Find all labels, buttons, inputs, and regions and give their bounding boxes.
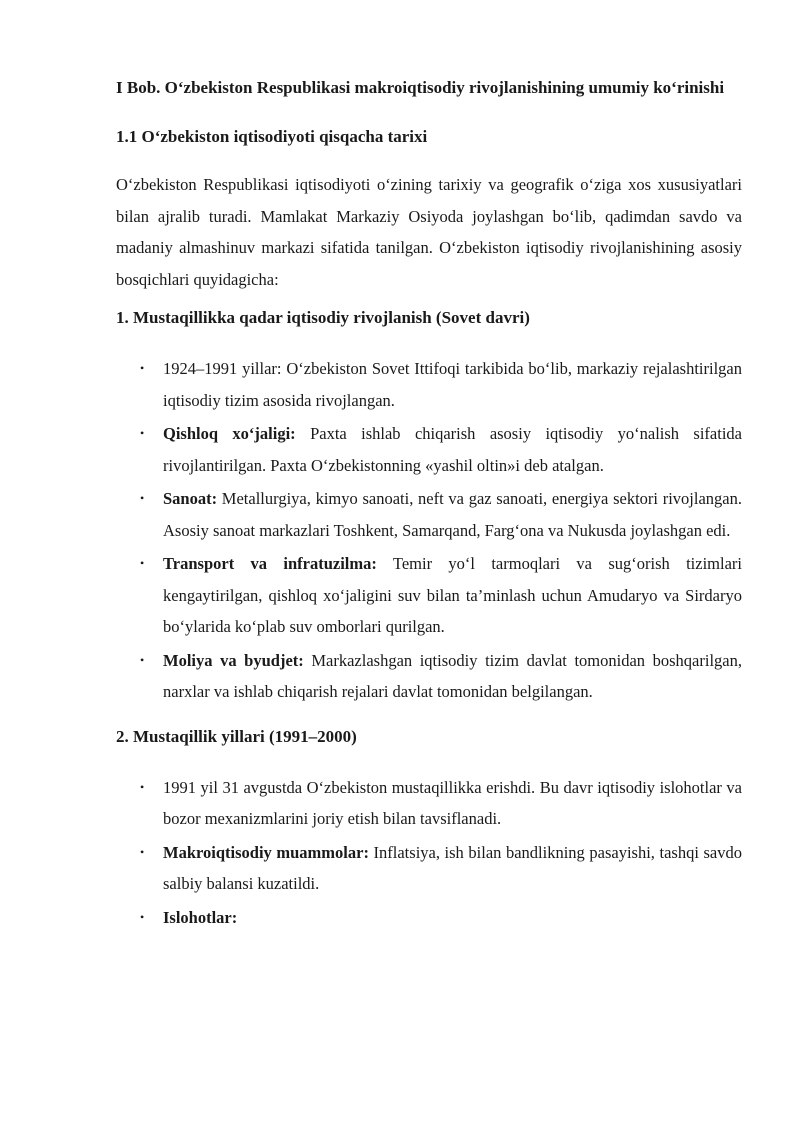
item-label: Moliya va byudjet: [163,650,304,670]
list-item [116,772,742,835]
bullet-icon: • [140,361,145,375]
item-label: Transport va infratuzilma: [163,554,377,573]
item-label: Makroiqtisodiy muammolar: [163,842,369,862]
item-text: 1924–1991 yillar: O‘zbekiston Sovet Ittifoqi tarkibida bo‘lib, markaziy rejalashtirilgan iqtisodiy tizim asosida rivojlangan. [163,359,742,410]
bullet-icon: • [140,556,145,570]
list-item [116,902,742,934]
period1-list [116,353,742,708]
list-item [116,418,742,481]
bullet-icon: • [140,779,145,794]
list-item [116,548,742,643]
intro-paragraph: O‘zbekiston Respublikasi iqtisodiyoti o‘zining tarixiy va geografik o‘ziga xos xususiyatlari bilan ajralib turadi. Mamlakat Markaziy Osiyoda joylashgan bo‘lib, qadimdan savdo va madaniy almashinuv markazi sifatida tanilgan. O‘zbekiston iqtisodiy rivojlanishining asosiy bosqichlari quyidagicha: [116,175,742,289]
period1-heading: 1. Mustaqillikka qadar iqtisodiy rivojlanish (Sovet davri) [116,308,530,327]
item-text: Temir yo‘l tarmoqlari va sug‘orish tizimlari kengaytirilgan, qishloq xo‘jaligini suv bilan ta’minlash uchun Amudaryo va Sirdaryo bo‘ylarida ko‘plab suv omborlari qurilgan. [163,554,742,636]
item-text: 1991 yil 31 avgustda O‘zbekiston mustaqillikka erishdi. Bu davr iqtisodiy islohotlar va bozor mexanizmlarini joriy etish bilan tavsiflanadi. [163,777,742,828]
item-label: Islohotlar: [163,907,238,927]
item-text: Paxta ishlab chiqarish asosiy iqtisodiy yo‘nalish sifatida rivojlantirilgan. Paxta O‘zbekistonning «yashil oltin»i deb atalgan. [163,424,742,475]
item-text: Inflatsiya, ish bilan bandlikning pasayishi, tashqi savdo salbiy balansi kuzatildi. [163,842,742,893]
item-label: Qishloq xo‘jaligi: [163,424,296,443]
bullet-icon: • [140,909,145,924]
list-item [116,483,742,546]
period2-list [116,772,742,934]
document-page [116,72,742,949]
list-item [116,353,742,416]
period2-heading: 2. Mustaqillik yillari (1991–2000) [116,726,357,746]
item-text: Metallurgiya, kimyo sanoati, neft va gaz sanoati, energiya sektori rivojlangan. Asosiy sanoat markazlari Toshkent, Samarqand, Farg‘ona va Nukusda joylashgan edi. [163,489,742,540]
chapter-title: I Bob. O‘zbekiston Respublikasi makroiqtisodiy rivojlanishining umumiy ko‘rinishi [116,78,725,97]
bullet-icon: • [140,426,145,440]
item-text: Markazlashgan iqtisodiy tizim davlat tomonidan boshqarilgan, narxlar va ishlab chiqarish rejalari davlat tomonidan belgilangan. [163,650,742,701]
list-item [116,837,742,900]
section-title: 1.1 O‘zbekiston iqtisodiyoti qisqacha tarixi [116,127,428,146]
bullet-icon: • [140,491,145,505]
list-item [116,645,742,708]
bullet-icon: • [140,652,145,667]
item-label: Sanoat: [163,489,218,508]
bullet-icon: • [140,844,145,859]
